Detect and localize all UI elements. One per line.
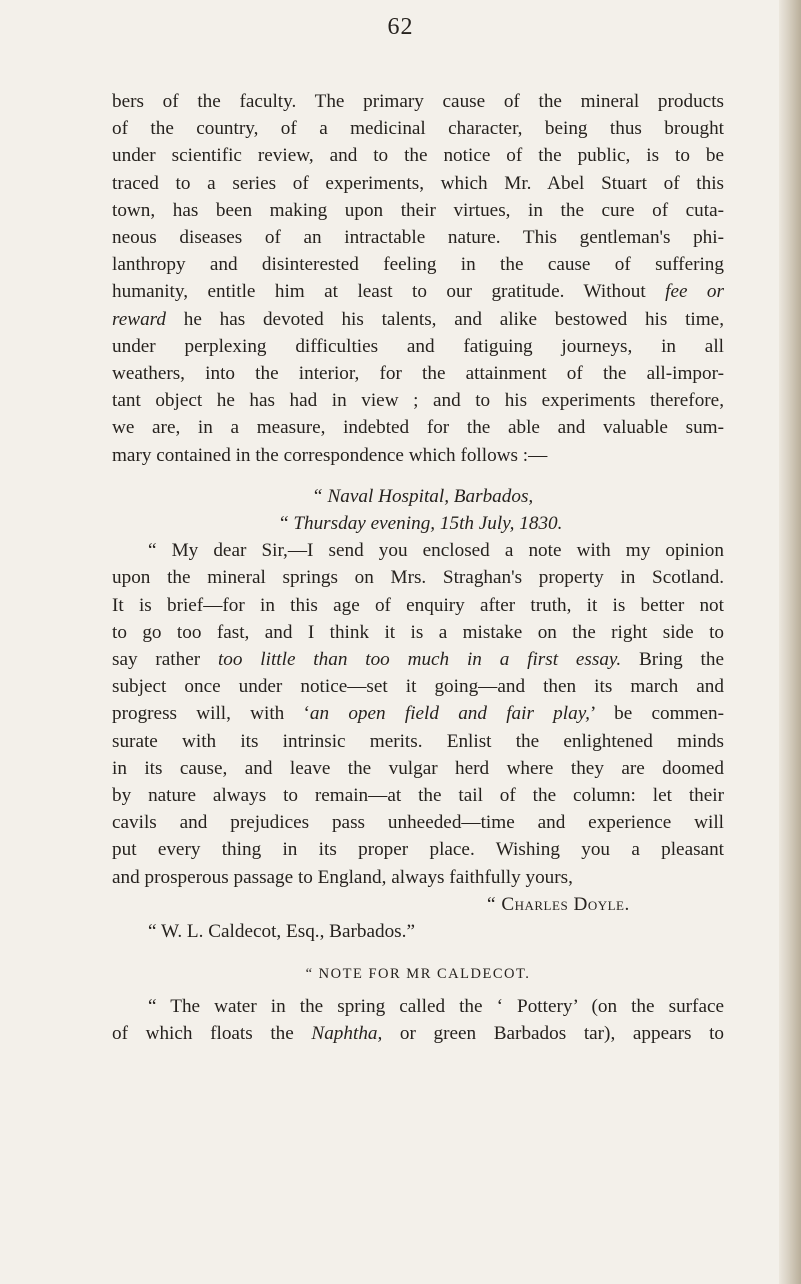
text-line: weathers, into the interior, for the attainment of the all-impor- — [112, 363, 724, 385]
text-line: tant object he has had in view ; and to his experiments therefore, — [112, 390, 724, 412]
text-run: he has devoted his talents, and alike bestowed his time, — [166, 308, 724, 330]
spacer — [112, 469, 724, 483]
text-line: neous diseases of an intractable nature. This gentleman's phi- — [112, 227, 724, 249]
italic-run: Naphtha, — [311, 1022, 383, 1044]
page-text — [112, 88, 724, 1047]
intro-paragraph — [112, 88, 724, 469]
text-run: progress will, with ‘ — [112, 703, 310, 725]
text-line: cavils and prejudices pass unheeded—time and experience will — [112, 812, 724, 834]
text-line — [112, 646, 724, 673]
text-line: under perplexing difficulties and fatiguing journeys, in all — [112, 335, 724, 357]
text-run: “ — [280, 513, 294, 535]
text-line: to go too fast, and I think it is a mistake on the right side to — [112, 621, 724, 643]
text-line: “ The water in the spring called the ‘ Pottery’ (on the surface — [148, 995, 724, 1017]
italic-run: “ Naval Hospital, Barbados, — [312, 485, 534, 507]
text-line: mary contained in the correspondence which follows :— — [112, 444, 548, 466]
text-line — [112, 1020, 724, 1047]
text-line: bers of the faculty. The primary cause of the mineral products — [112, 91, 724, 112]
text-run: ’ be commen- — [589, 703, 724, 725]
text-run: humanity, entitle him at least to our gratitude. Without — [112, 281, 666, 303]
text-line: traced to a series of experiments, which Mr. Abel Stuart of this — [112, 172, 724, 194]
text-line: we are, in a measure, indebted for the able and valuable sum- — [112, 417, 724, 439]
italic-run: an open field and fair play, — [309, 703, 590, 725]
text-run: Bring the — [621, 649, 724, 671]
text-line: It is brief—for in this age of enquiry after truth, it is better not — [112, 594, 724, 616]
italic-run: Thursday evening, 15th July, 1830. — [293, 513, 563, 535]
note-paragraph — [112, 993, 724, 1047]
text-line: in its cause, and leave the vulgar herd where they are doomed — [112, 757, 724, 779]
text-line — [112, 700, 724, 727]
letter-heading-date — [112, 510, 724, 537]
text-run: say rather — [112, 649, 218, 671]
letter — [112, 483, 724, 945]
text-line: put every thing in its proper place. Wishing you a pleasant — [112, 839, 724, 861]
text-line: by nature always to remain—at the tail of the column: let their — [112, 785, 724, 807]
text-line: of the country, of a medicinal character, being thus brought — [112, 118, 724, 140]
italic-run: fee or — [665, 281, 724, 303]
italic-run: too little than too much in a first essay. — [217, 649, 622, 671]
text-line: lanthropy and disinterested feeling in the cause of suffering — [112, 254, 724, 276]
letter-signature: “ Charles Doyle. — [487, 893, 630, 915]
page-number: 62 — [387, 14, 414, 40]
text-line: “ My dear Sir,—I send you enclosed a note with my opinion — [148, 540, 724, 562]
text-line — [112, 278, 724, 305]
text-line: under scientific review, and to the notice of the public, is to be — [112, 145, 724, 167]
text-line — [112, 306, 724, 333]
letter-heading-place — [112, 483, 724, 510]
text-run: of which floats the — [112, 1022, 312, 1044]
text-line: town, has been making upon their virtues, in the cure of cuta- — [112, 199, 724, 221]
text-line: surate with its intrinsic merits. Enlist the enlightened minds — [112, 730, 724, 752]
text-run: or green Barbados tar), appears to — [382, 1022, 724, 1044]
text-line: and prosperous passage to England, always faithfully yours, — [112, 866, 573, 888]
text-line: upon the mineral springs on Mrs. Straghan's property in Scotland. — [112, 567, 724, 589]
letter-addressee: “ W. L. Caldecot, Esq., Barbados.” — [148, 921, 415, 943]
italic-run: reward — [112, 308, 167, 330]
text-line: subject once under notice—set it going—and then its march and — [112, 676, 724, 698]
page-edge — [779, 0, 801, 1284]
note-heading: “ NOTE FOR MR CALDECOT. — [305, 966, 531, 983]
